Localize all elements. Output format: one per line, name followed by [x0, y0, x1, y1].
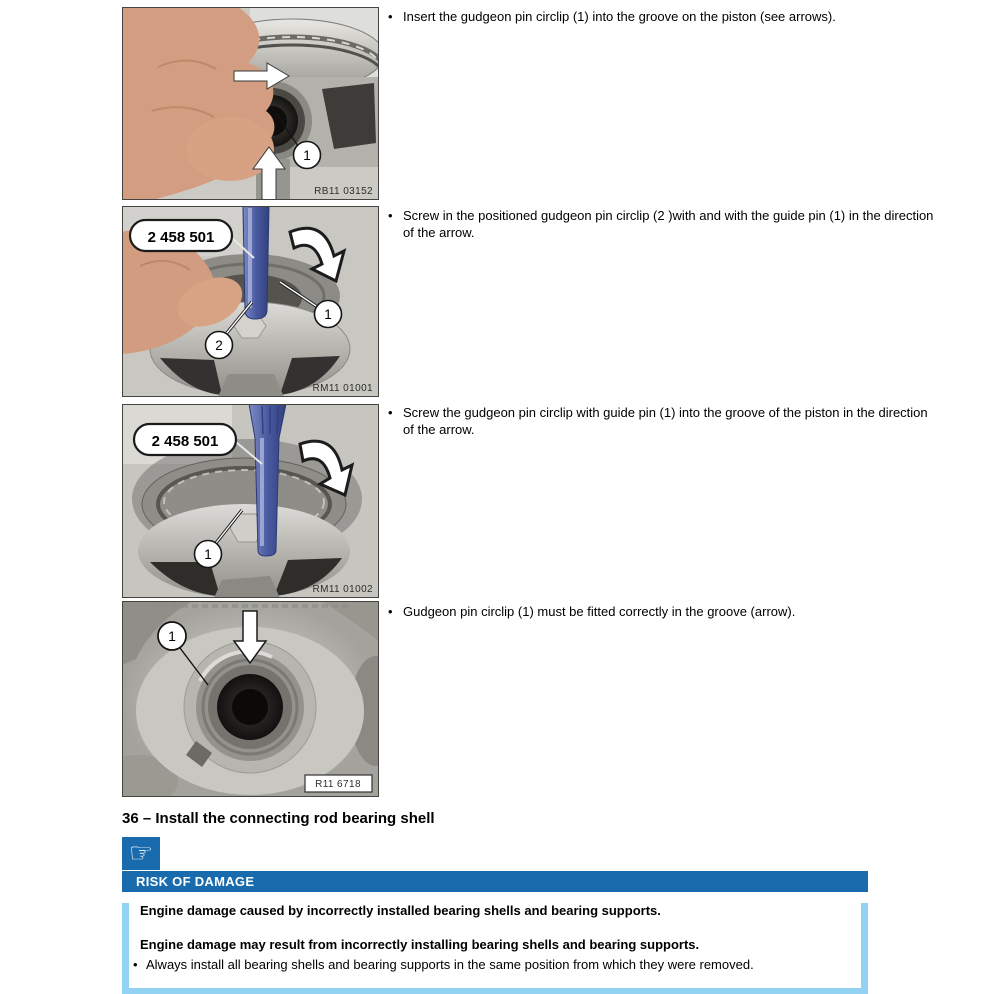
- warning-bullet-item: [131, 957, 861, 973]
- callout-2-label: 2: [215, 338, 223, 353]
- warning-title-bar: RISK OF DAMAGE: [122, 871, 868, 892]
- image-code: R11 6718: [315, 779, 361, 790]
- image-code: RB11 03152: [314, 186, 373, 197]
- photo-circlip-tool-into-groove: [122, 404, 379, 598]
- tool-number-text: 2 458 501: [147, 229, 215, 246]
- step-3-instruction: [388, 405, 936, 438]
- warning-body: [122, 903, 868, 994]
- image-code: RM11 01001: [312, 383, 373, 394]
- note-icon-tile: [122, 837, 160, 870]
- connecting-rod: [218, 374, 284, 397]
- bullet-marker: [388, 208, 403, 241]
- guide-pin-tool: [243, 206, 269, 319]
- tool-number-text: 2 458 501: [151, 433, 219, 450]
- photo-piston-circlip-insert: [122, 7, 379, 200]
- pointing-hand-icon: [129, 840, 153, 867]
- bullet-marker: [388, 405, 403, 438]
- photo-circlip-tool-screw-in: [122, 206, 379, 397]
- warning-bold-line-2: Engine damage may result from incorrectly installing bearing shells and bearing supports.: [140, 937, 700, 952]
- callout-1-label: 1: [204, 547, 212, 562]
- photo-circlip-groove-detail: [122, 601, 379, 797]
- bullet-marker: [388, 9, 403, 26]
- step-1-instruction: [388, 9, 936, 26]
- step-1-text: Insert the gudgeon pin circlip (1) into the groove on the piston (see arrows).: [403, 9, 836, 24]
- photo-2-illustration: [122, 206, 379, 397]
- bullet-marker: [131, 957, 146, 973]
- warning-bold-line-1: Engine damage caused by incorrectly installed bearing shells and bearing supports.: [140, 903, 661, 918]
- step-2-text: Screw in the positioned gudgeon pin circlip (2 )with and with the guide pin (1) in the direction of the arrow.: [403, 208, 934, 240]
- image-code: RM11 01002: [312, 584, 373, 595]
- section-heading: 36 – Install the connecting rod bearing shell: [122, 810, 435, 827]
- warning-bullet-text: Always install all bearing shells and bearing supports in the same position from which they were removed.: [146, 957, 754, 972]
- callout-1-label: 1: [324, 307, 332, 322]
- bullet-marker: [388, 604, 403, 621]
- photo-3-illustration: [122, 404, 379, 598]
- thumb: [186, 117, 274, 181]
- step-3-text: Screw the gudgeon pin circlip with guide pin (1) into the groove of the piston in the direction of the arrow.: [403, 405, 928, 437]
- step-2-instruction: [388, 208, 936, 241]
- photo-1-illustration: [122, 7, 379, 200]
- photo-4-illustration: [122, 601, 379, 797]
- step-4-text: Gudgeon pin circlip (1) must be fitted correctly in the groove (arrow).: [403, 604, 796, 619]
- risk-of-damage-box: [122, 871, 868, 994]
- callout-1-label: 1: [168, 628, 176, 644]
- step-4-instruction: [388, 604, 936, 621]
- callout-1-label: 1: [303, 148, 311, 163]
